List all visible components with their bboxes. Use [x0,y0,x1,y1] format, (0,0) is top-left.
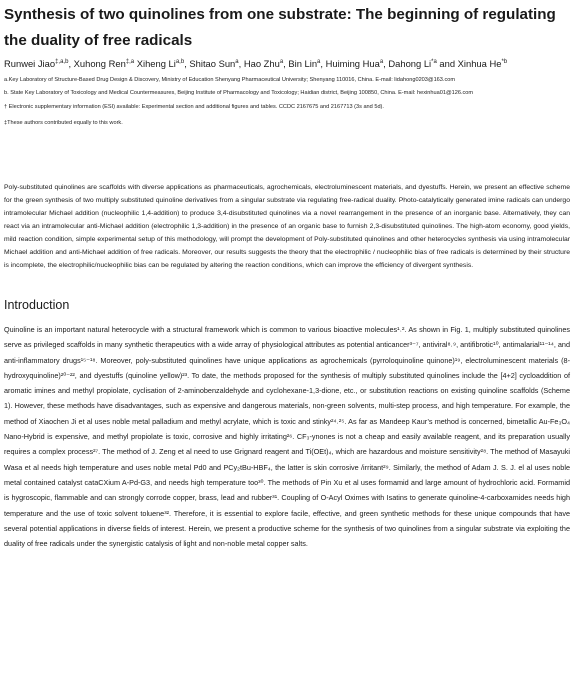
affiliation-a: a.Key Laboratory of Structure-Based Drug Design & Discovery, Ministry of Education Shenyang Pharmaceutical University; Shenyang 110016, China. E-mail: lidahong0203@163.com [4,77,456,83]
author: Dahong Li$^{*a}$ [388,58,437,69]
author: Bin Lin$^a$ [288,58,321,69]
author: Huiming Hua$^a$ [325,58,384,69]
author: Xiheng Li$^{a,b}$ [136,58,185,69]
equal-contribution-note: ‡These authors contributed equally to this work. [4,120,123,126]
author: Hao Zhu$^a$ [243,58,284,69]
affiliation-b: b. State Key Laboratory of Toxicology and Medical Countermeasures, Beijing Institute of Pharmacology and Toxicology; Haidian district, Beijing 100850, China. E-mail: hexinhua01@126.com [4,90,474,96]
introduction-paragraph: Quinoline is an important natural heterocycle with a structural framework which is common to various bioactive molecules¹˒². As shown in Fig. 1, multiply substituted quinolines serve as privileged scaffolds in many synthetic therapeutics with a wide array of physiological attributes as potential anticancer³⁻⁷, antiviral⁸˒⁹, antifibrotic¹⁰, antimalarial¹¹⁻¹⁴, and anti-inflammatory drugs¹⁵⁻¹⁸. Moreover, poly-substituted quinolines have unique applications as agrochemicals (pyrroloquinoline quinone)¹⁹, electroluminescent materials (8-hydroxyquinoline)²⁰⁻²², and dyestuffs (quinoline yellow)²³. To date, the methods proposed for the synthesis of multiply substituted quinolines include the [4+2] cycloaddition of aromatic imines and methyl propiolate, cyclisation of 2-aminobenzaldehyde and cyclohexane-1,3-dione, etc., or substitution reactions on existing quinoline scaffolds (Scheme 1). However, these methods have disadvantages, such as expensive and dangerous materials, non-green solvents, multi-step process, and high temperature. For example, the method of Xiaochen Ji et al uses noble metal palladium and methyl acrylate, which is toxic and stinky²⁴˒²⁵. As far as Mandeep Kaur’s method is concerned, bimetallic Au-Fe₃O₄ Nano-Hybrid is expensive, and methyl propiolate is toxic, corrosive and highly irritating²⁶. CF₃-ynones is not a cheap and easily available reagent, and its preparation usually requires a complex process²⁷. The method of J. Zeng et al need to use Grignard reagent and Ti(OEt)₄, which are hazardous and moisture sensitivity²⁸. The method of Masayuki Wasa et al needs high temperature and uses noble metal Pd0 and PCy₂tBu-HBF₄, the latter is skin corrosive /irritant²⁹. Similarly, the method of Adam J. S. J. el al uses noble metal contained catalyst cataCXium A-Pd-G3, and needs high temperature too³⁰. The methods of Pin Xu et al uses formamid and large amount of hydrochloric acid. Formamid is hygroscopic, flammable and can strongly corrode copper, brass, lead and rubber³¹. Coupling of O-Acyl Oximes with Isatins to generate quinoline-4-carboxamides needs high temperature and the use of toxic solvent toluene³². Therefore, it is essential to explore facile, effective, and green synthetic methods for these unique compounds that have several potential applications in diverse fields of interest. Herein, we present a productive scheme for the synthesis of two quinolines from a singular substrate via exploiting the duality of free radicals under the synergistic catalysis of light and non-noble metal copper salts. [4,325,570,549]
esi-note: † Electronic supplementary information (ESI) available: Experimental section and additional figures and tables. CCDC 2167675 and 2167713 (3s and 5d). [4,104,384,110]
author-list: Runwei Jiao$^{\ddagger,a,b}$, Xuhong Ren$^{\ddagger,a}$ Xiheng Li$^{a,b}$, Shitao Sun$^a$, Hao Zhu$^a$, Bin Lin$^a$, Huiming Hua$^a$, Dahong Li$^{*a}$ and Xinhua He$^{*b}$ [4,58,508,69]
author: Runwei Jiao$^{\ddagger,a,b}$ [4,58,69,69]
section-heading-introduction: Introduction [4,298,70,312]
paper-title: Synthesis of two quinolines from one substrate: The beginning of regulating the duality of free radicals [4,6,556,49]
author: Shitao Sun$^a$ [189,58,239,69]
author: Xuhong Ren$^{\ddagger,a}$ [73,58,135,69]
author: Xinhua He$^{*b}$ [457,58,508,69]
author-conjunction: and [439,58,456,69]
abstract: Poly-substituted quinolines are scaffolds with diverse applications as pharmaceuticals, agrochemicals, electroluminescent materials, and dyestuffs. Herein, we present an effective scheme for the green synthesis of two multiply substituted quinoline derivatives from a singular substrate via regulating free-radical duality. Photo-catalytically generated imine radicals can undergo intramolecular Michael addition (nucleophilic 1,4-addition) to produce 3,4-disubstituted quinolines via a novel rearrangement in the presence of an inorganic base. Alternatively, they can react via an intramolecular anti-Michael addition (electrophilic 1,3-addition) in the presence of an organic base to furnish 2,3-disubstituted quinolines. The high-atom economy, good yields, mild reaction condition, simple experimental setup of this methodology, will prompt the development of Poly-substituted quinolines and other heterocycles synthesis via using intramolecular Michael addition and anti-Michael addition of free radicals. Moreover, our results suggests the theory that the electrophilic / nucleophilic bias of free radicals is determined by their structure is incomplete, the electrophilic/nucleophilic bias can be regulated by altering the reaction conditions, which can improve the efficiency of divergent synthesis. [4,184,570,269]
